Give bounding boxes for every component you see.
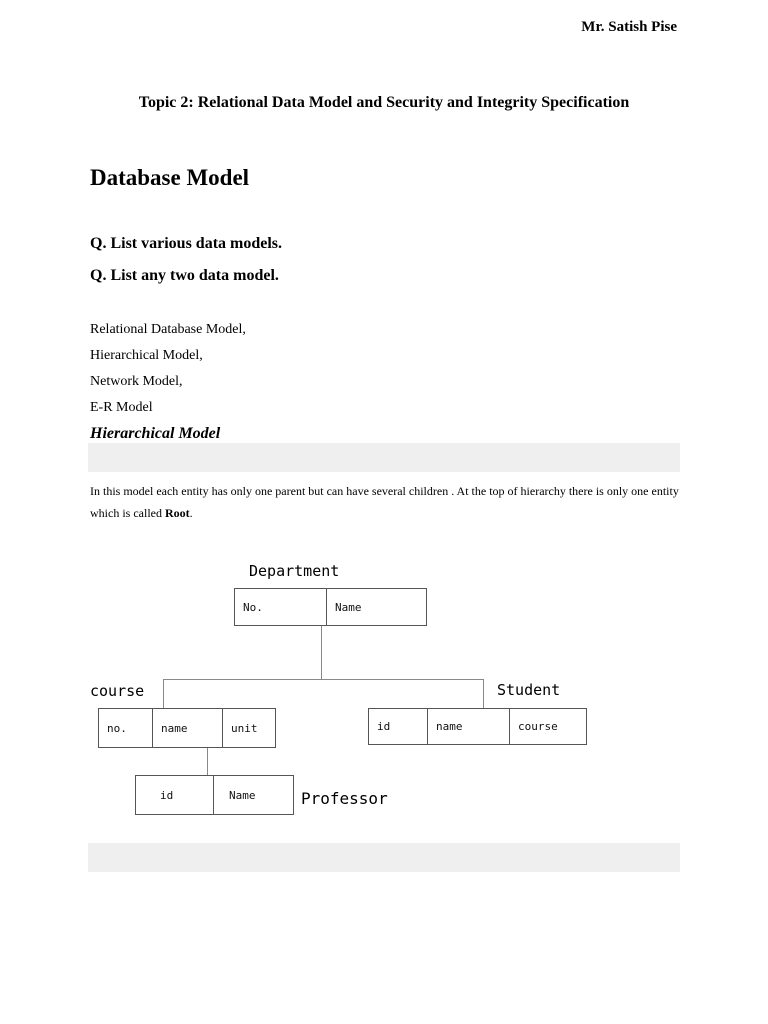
connector-line (483, 679, 484, 708)
department-field: No. (234, 588, 327, 626)
professor-field: id (135, 775, 214, 815)
professor-field: Name (213, 775, 294, 815)
section-title: Database Model (90, 165, 250, 190)
student-field: name (427, 708, 510, 745)
course-label: course (90, 682, 145, 700)
connector-line (163, 679, 164, 708)
paragraph-bold: Root (164, 506, 190, 520)
hierarchy-diagram (88, 560, 598, 820)
model-list (90, 321, 246, 425)
student-field: course (509, 708, 587, 745)
question-2: Q. List any two data model. (90, 267, 279, 284)
student-label: Student (497, 681, 561, 699)
author-name: Mr. Satish Pise (581, 19, 677, 35)
student-field: id (368, 708, 428, 745)
connector-line (321, 626, 322, 679)
model-item: Network Model, (90, 374, 183, 389)
professor-label: Professor (301, 789, 388, 808)
connector-line (207, 748, 208, 775)
department-field: Name (326, 588, 427, 626)
department-label: Department (249, 562, 340, 580)
course-field: name (152, 708, 223, 748)
model-item: Relational Database Model, (90, 322, 246, 337)
shaded-band (88, 443, 680, 472)
subheading: Hierarchical Model (90, 425, 221, 442)
model-item: Hierarchical Model, (90, 348, 203, 363)
paragraph-text: In this model each entity has only one parent but can have several children . At the top of hierarchy there is only one entity which is called (90, 484, 679, 520)
paragraph (90, 480, 690, 524)
question-1: Q. List various data models. (90, 235, 283, 252)
course-field: no. (98, 708, 153, 748)
course-field: unit (222, 708, 276, 748)
paragraph-end: . (189, 506, 193, 520)
connector-line (163, 679, 483, 680)
shaded-band (88, 843, 680, 872)
topic-title: Topic 2: Relational Data Model and Security and Integrity Specification (138, 94, 630, 111)
model-item: E-R Model (90, 400, 153, 415)
